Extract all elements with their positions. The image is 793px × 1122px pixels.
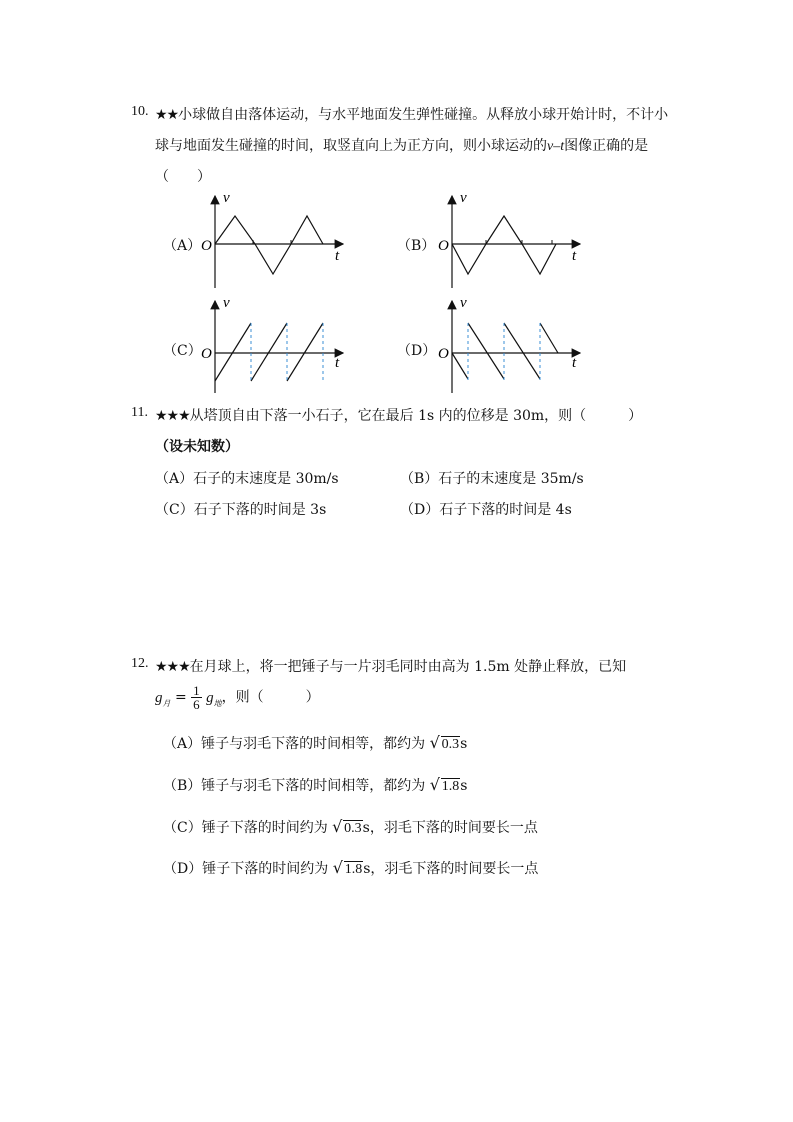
fraction: $\frac{1}{6}$ xyxy=(193,683,200,712)
q12-line2-tail: ，则（ ） xyxy=(221,689,320,706)
option-text: 石子的末速度是 35m/s xyxy=(438,471,584,487)
t-label: t xyxy=(335,248,340,264)
option-label: （D） xyxy=(163,861,203,877)
v-label: v xyxy=(223,295,230,311)
sqrt-expr: √ 0.3 xyxy=(429,733,460,752)
option-text: 锤子下落的时间约为 xyxy=(201,820,333,836)
q12-option-b[interactable] xyxy=(163,775,467,795)
option-text: 石子下落的时间是 3s xyxy=(193,502,327,518)
option-label: （B） xyxy=(163,778,202,794)
option-text: 锤子与羽毛下落的时间相等，都约为 xyxy=(201,736,430,752)
q10-text2a: 球与地面发生碰撞的时间，取竖直向上为正方向，则小球运动的 xyxy=(155,138,547,154)
option-unit: s xyxy=(363,861,371,877)
q11-number: 11. xyxy=(131,405,148,420)
option-unit: s xyxy=(460,778,468,794)
g-earth: $g_地$ xyxy=(206,689,222,708)
v-label: v xyxy=(460,295,467,311)
q11-line1 xyxy=(155,405,642,425)
sqrt-expr: √ 1.8 xyxy=(332,858,363,877)
v-label: v xyxy=(223,190,230,206)
option-unit: s xyxy=(460,736,468,752)
q11-note: （设未知数） xyxy=(155,439,239,455)
q10-number: 10. xyxy=(131,104,149,119)
q12-stars: ★★★ xyxy=(155,659,190,675)
option-text: 石子的末速度是 30m/s xyxy=(193,471,339,487)
option-label: （C） xyxy=(155,502,194,518)
q11-option-c[interactable] xyxy=(155,499,326,519)
q10-line1 xyxy=(155,104,668,124)
equals: = xyxy=(174,689,187,706)
q10-vt: v–t xyxy=(547,139,565,154)
option-unit: s xyxy=(362,820,370,836)
q12-text1: 在月球上，将一把锤子与一片羽毛同时由高为 1.5m 处静止释放，已知 xyxy=(189,659,627,675)
q10-graph-b xyxy=(432,190,592,290)
q10-text2b: 图像正确的是 xyxy=(564,138,649,154)
q11-option-b[interactable] xyxy=(400,468,584,488)
option-label: （B） xyxy=(400,471,439,487)
q10-line2 xyxy=(155,135,648,155)
t-label: t xyxy=(572,248,577,264)
option-label: （C） xyxy=(163,820,202,836)
v-label: v xyxy=(460,190,467,206)
sqrt-expr: √ 1.8 xyxy=(429,775,460,794)
origin-label: O xyxy=(438,238,449,254)
q12-option-a[interactable] xyxy=(163,733,467,753)
q12-number: 12. xyxy=(131,656,149,671)
q11-stars: ★★★ xyxy=(155,408,190,424)
option-label: （A） xyxy=(163,736,202,752)
q10-option-a-label[interactable]: （A） xyxy=(163,238,202,254)
q11-option-a[interactable] xyxy=(155,468,339,488)
q11-option-d[interactable] xyxy=(400,499,572,519)
option-text: 石子下落的时间是 4s xyxy=(439,502,572,518)
t-label: t xyxy=(335,355,340,371)
q12-line2 xyxy=(155,684,320,711)
origin-label: O xyxy=(438,346,449,362)
sqrt-expr: √ 0.3 xyxy=(332,817,362,836)
q10-graph-d xyxy=(432,295,592,395)
q10-graph-a xyxy=(195,190,355,290)
q10-text1: 小球做自由落体运动，与水平地面发生弹性碰撞。从释放小球开始计时，不计小 xyxy=(178,107,669,123)
q10-option-d-label[interactable]: （D） xyxy=(397,343,437,359)
q11-text1: 从塔顶自由下落一小石子，它在最后 1s 内的位移是 30m，则（ ） xyxy=(189,408,643,424)
option-label: （A） xyxy=(155,471,194,487)
option-label: （D） xyxy=(400,502,440,518)
q10-answer-paren: （ ） xyxy=(155,169,211,185)
q12-option-d[interactable] xyxy=(163,858,538,878)
q12-option-c[interactable] xyxy=(163,817,538,837)
option-text: 锤子下落的时间约为 xyxy=(202,861,333,877)
t-label: t xyxy=(572,355,577,371)
q12-line1 xyxy=(155,656,626,676)
q10-option-c-label[interactable]: （C） xyxy=(163,343,202,359)
option-post: ，羽毛下落的时间要长一点 xyxy=(369,820,538,836)
option-text: 锤子与羽毛下落的时间相等，都约为 xyxy=(201,778,430,794)
g-moon: $g_月$ xyxy=(155,689,171,708)
option-post: ，羽毛下落的时间要长一点 xyxy=(370,861,539,877)
q10-option-b-label[interactable]: （B） xyxy=(397,238,436,254)
q10-stars: ★★ xyxy=(155,107,179,123)
q10-graph-c xyxy=(195,295,355,395)
origin-label: O xyxy=(201,346,212,362)
origin-label: O xyxy=(201,238,212,254)
